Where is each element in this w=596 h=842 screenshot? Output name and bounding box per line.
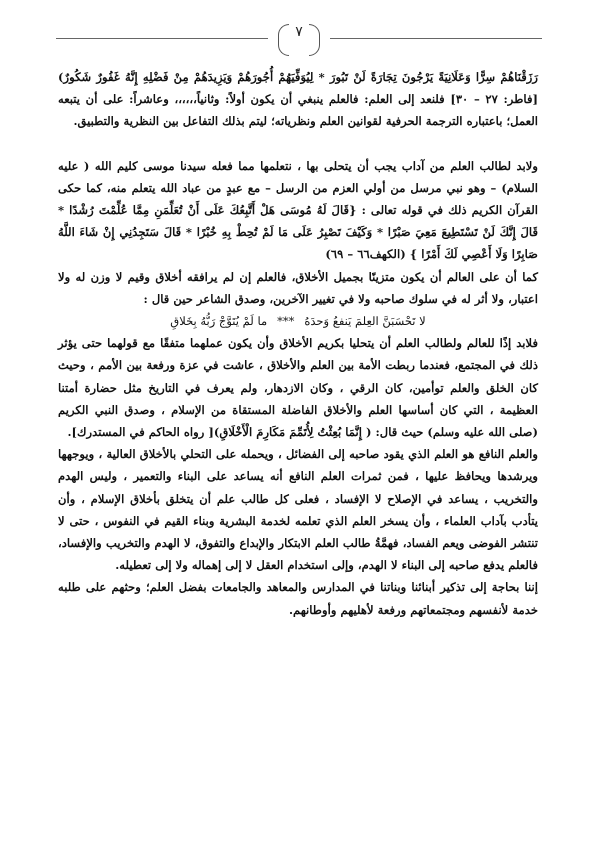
- paragraph-closing: إننا بحاجة إلى تذكير أبنائنا وبناتنا في المدارس والمعاهد والجامعات بفضل العلم؛ وحثهم على طلبه خدمة لأنفسهم ومجتمعاتهم ورفعة لأهليهم وأوطانهم.: [58, 580, 538, 617]
- header-rule-right: [330, 38, 542, 39]
- page-header: [0, 20, 596, 60]
- header-rule-left: [56, 38, 268, 39]
- poetry-separator: ***: [277, 314, 295, 329]
- paragraph-student-etiquette: ولابد لطالب العلم من آداب يجب أن يتحلى بها ، نتعلمها مما فعله سيدنا موسى كليم الله ( عليه السلام) – وهو نبي مرسل من أولي العزم من الرسل – مع عبدٍ من عباد الله يتعلم منه، كما حكى القرآن الكريم ذلك في قوله تعالى : {قَالَ لَهُ مُوسَى هَلْ أَتَّبِعُكَ عَلَى أَنْ تُعَلِّمَنِ مِمَّا عُلِّمْتَ رُشْدًا * قَالَ إِنَّكَ لَنْ تَسْتَطِيعَ مَعِيَ صَبْرًا * وَكَيْفَ تَصْبِرُ عَلَى مَا لَمْ تُحِطْ بِهِ خُبْرًا * قَالَ سَتَجِدُنِي إِنْ شَاءَ اللَّهُ صَابِرًا وَلَا أَعْصِي لَكَ أَمْرًا } (الكهف٦٦ – ٦٩): [58, 158, 538, 262]
- poetry-first-hemistich: لا تَحْسَبَنَّ العِلمَ يَنفعُ وَحدَهُ: [304, 314, 426, 329]
- poetry-verse: [58, 310, 538, 332]
- page-number-frame: [268, 20, 330, 58]
- bracket-left-ornament: [278, 24, 289, 56]
- bracket-right-ornament: [309, 24, 320, 56]
- paragraph-useful-knowledge: والعلم النافع هو العلم الذي يقود صاحبه إلى الفضائل ، ويحمله على التحلي بالأخلاق العالية ، ويوجهها ويرشدها ويحافظ عليها ، فمن ثمرات العلم النافع أنه يساعد على البناء والتعمير ، وليس الهدم والتخريب ، يساعد في الإصلاح لا الإفساد ، فعلى كل طالب علم أن يتخلق بأخلاق الإسلام ، وأن يتأدب بآداب العلماء ، وأن يسخر العلم الذي تعلمه لخدمة البشرية وبناء القيم في النفوس ، حتى لا تنتشر الفوضى ويعم الفساد، فهمَّةُ طالب العلم الابتكار والإبداع والتفوق، لا الهدم والتخريب والإفساد، فالعلم يدفع صاحبه إلى البناء لا الهدم، وإلى استخدام العقل لا إلى إهماله ولا إلى تعطيله.: [58, 447, 538, 573]
- poetry-second-hemistich: ما لَمْ يُتَوَّجْ رَبُّهُ بِخَلاقِ: [170, 314, 268, 329]
- page-number: ٧: [295, 24, 303, 40]
- body-text: [58, 66, 538, 621]
- paragraph-scholar-morals: كما أن على العالم أن يكون متزينًا بجميل الأخلاق، فالعلم إن لم يرافقه أخلاق وقيم لا وزن له ولا اعتبار، ولا أثر له في سلوك صاحبه ولا في تغيير الآخرين، وصدق الشاعر حين قال :: [58, 269, 538, 306]
- paragraph-verse-continuation: رَزَقْنَاهُمْ سِرًّا وَعَلَانِيَةً يَرْجُونَ تِجَارَةً لَنْ تَبُورَ * لِيُوَفِّيَهُمْ أُجُورَهُمْ وَيَزِيدَهُمْ مِنْ فَضْلِهِ إِنَّهُ غَفُورٌ شَكُورٌ) [فاطر: ٢٧ – ٣٠] فلنعد إلى العلم: فالعلم ينبغي أن يكون أولاً: وثانياً،،،،،، وعاشراً: على أن يتبعه العمل؛ باعتباره الترجمة الحرفية لقوانين العلم ونظرياته؛ ليتم بذلك التفاعل بين النظرية والتطبيق.: [58, 70, 538, 129]
- paragraph-knowledge-and-ethics: فلابد إذًا للعالم ولطالب العلم أن يتحليا بكريم الأخلاق وأن يكون عملهما متفقًا مع قولهما حتى يؤثر ذلك في المجتمع، فعندما ربطت الأمة بين العلم والأخلاق ، عاشت في عزة ورفعة بين الأمم ، وحيث كان الخلق والعلم توأمين، كان الرقي ، وكان الازدهار، ولم يعرف في التاريخ مثل حضارة أمتنا العظيمة ، التي كان أساسها العلم والأخلاق الفاضلة المستقاة من الإسلام ، وصدق النبي الكريم (صلى الله عليه وسلم) حيث قال: ( إِنَّمَا بُعِثْتُ لِأُتَمِّمَ مَكَارِمَ الْأَخْلَاقِ)[ رواه الحاكم في المستدرك].: [58, 336, 538, 440]
